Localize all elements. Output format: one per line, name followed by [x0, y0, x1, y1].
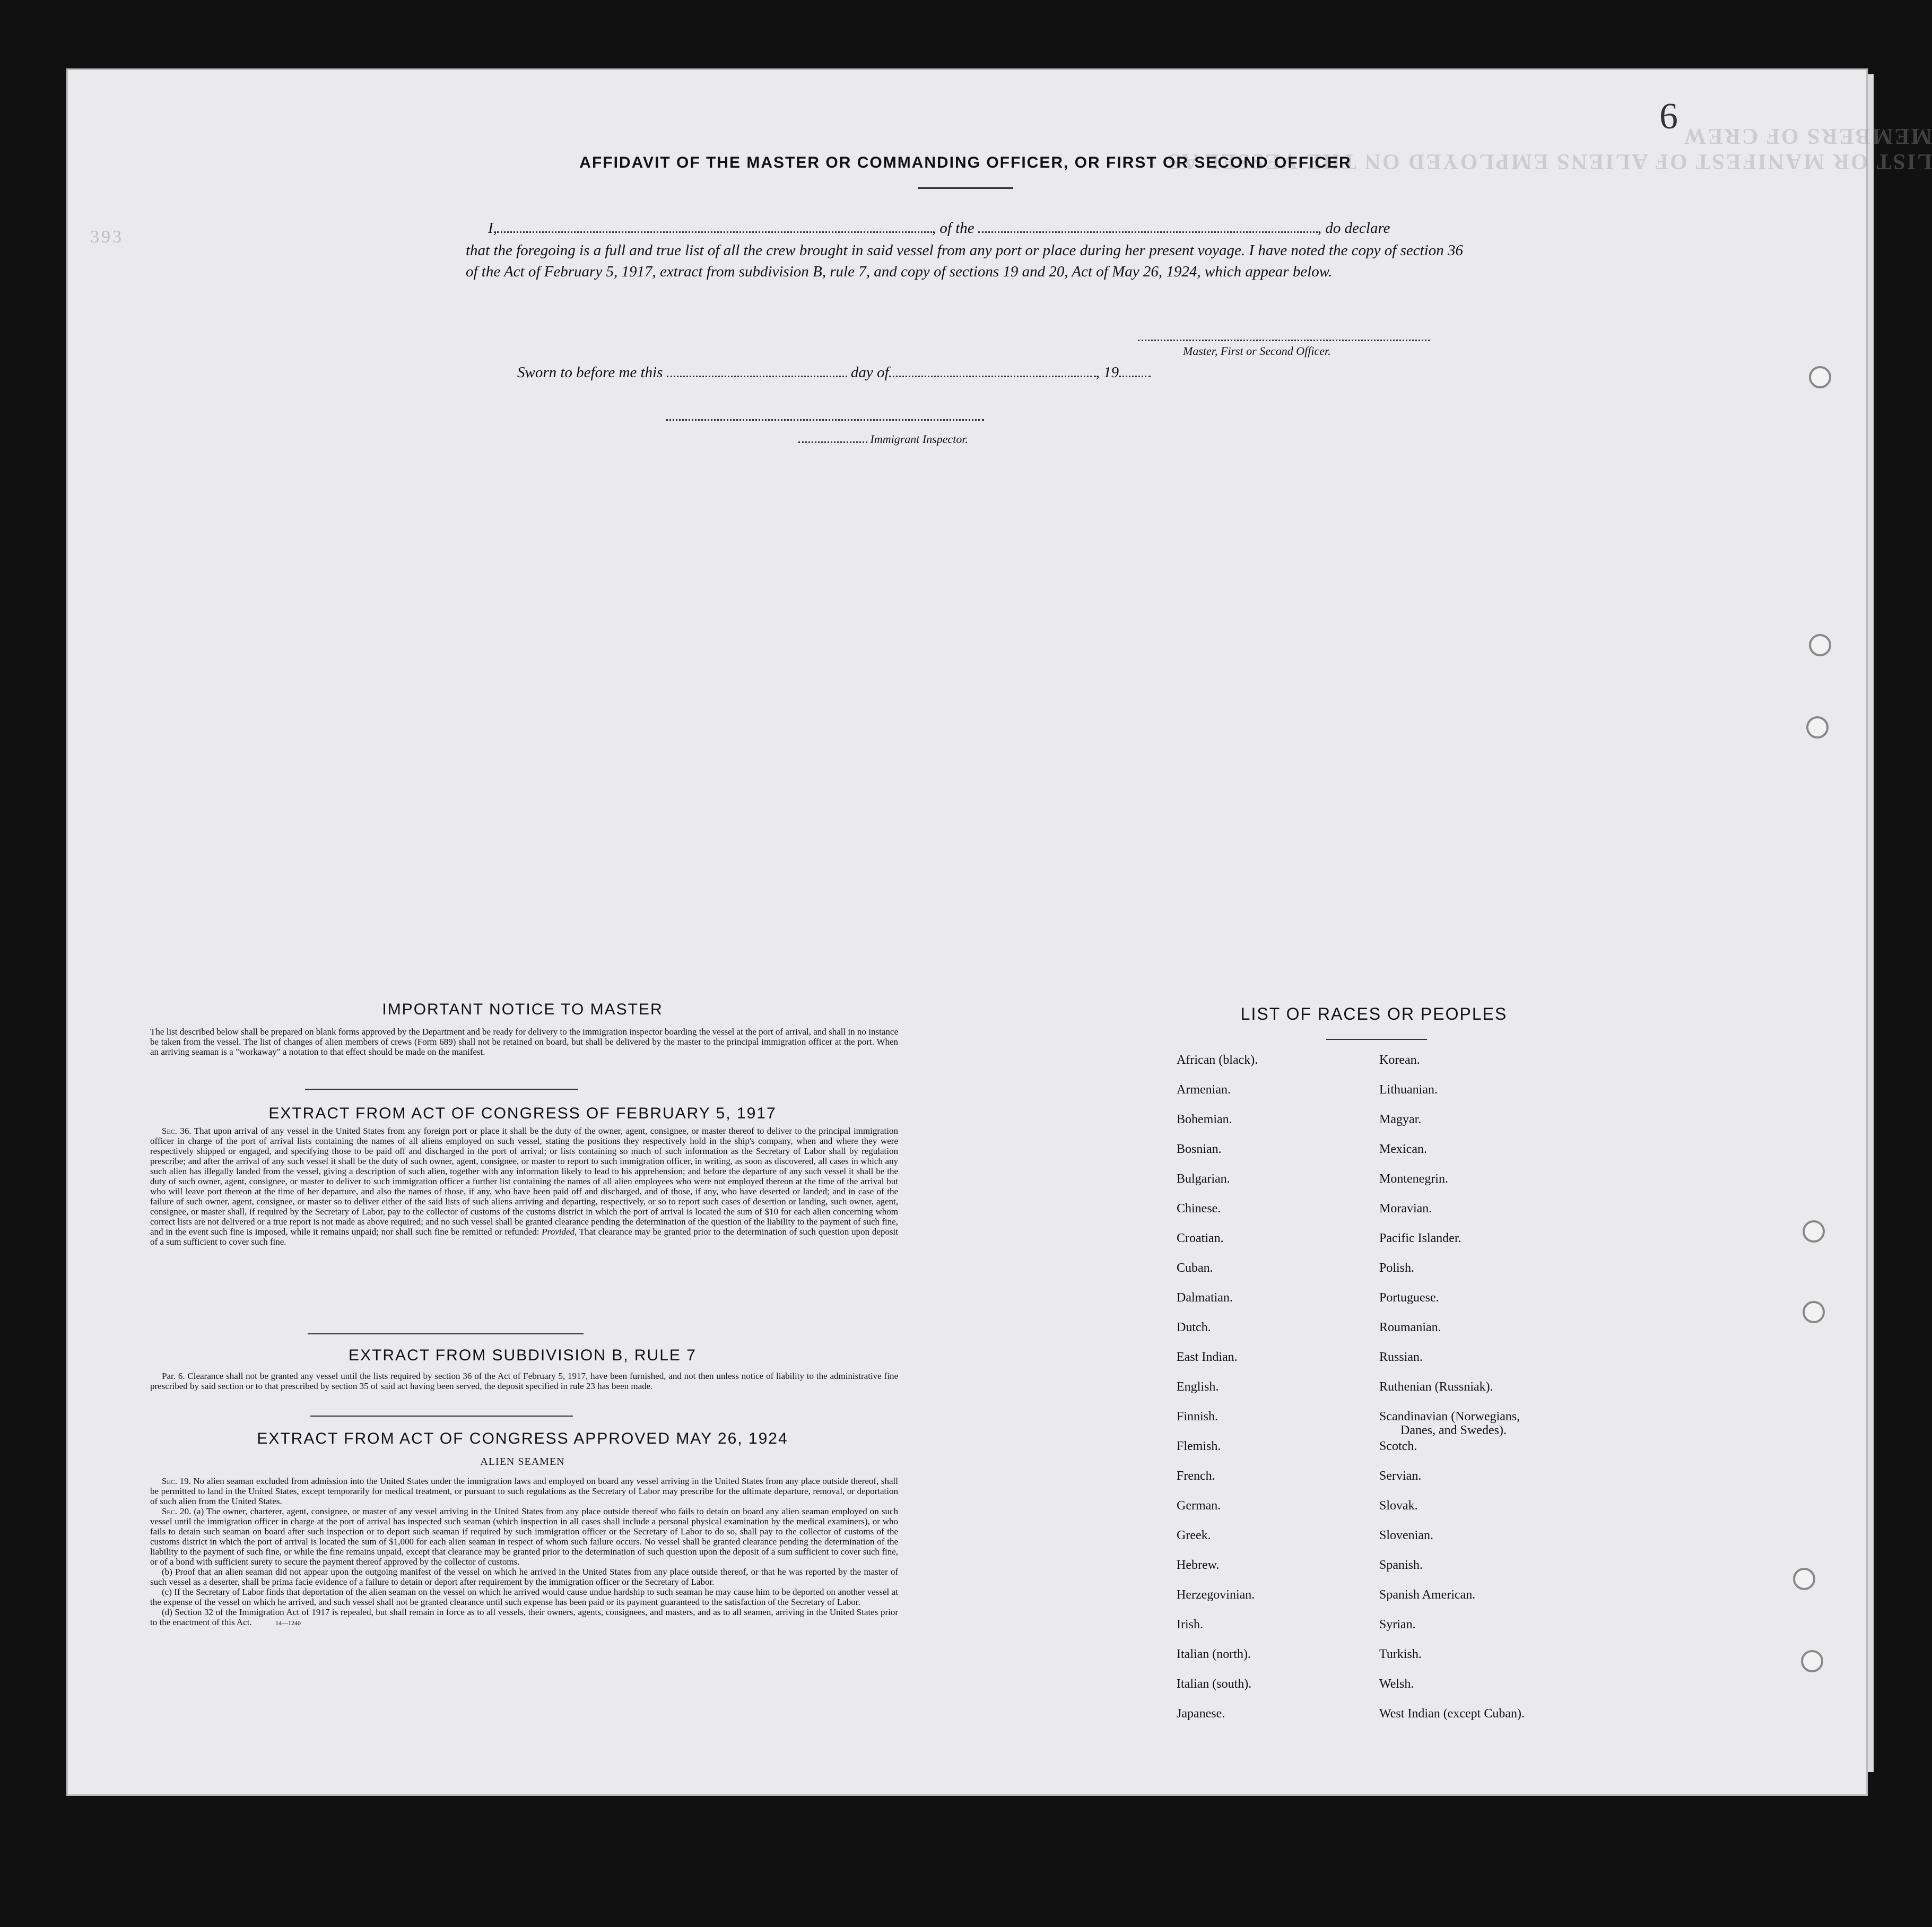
notice-heading: IMPORTANT NOTICE TO MASTER	[382, 1001, 663, 1018]
race-item: Magyar.	[1379, 1113, 1422, 1126]
race-item: Spanish American.	[1379, 1588, 1476, 1602]
race-item: Herzegovinian.	[1177, 1588, 1255, 1602]
race-item: Slovak.	[1379, 1499, 1418, 1513]
race-item: German.	[1177, 1499, 1221, 1513]
punch-hole	[1809, 366, 1831, 388]
race-item: English.	[1177, 1380, 1219, 1394]
race-item: Croatian.	[1177, 1231, 1224, 1245]
extract-1924-heading: EXTRACT FROM ACT OF CONGRESS APPROVED MAY 26, 1924	[257, 1430, 788, 1447]
extract-1917-heading: EXTRACT FROM ACT OF CONGRESS OF FEBRUARY 5, 1917	[268, 1105, 777, 1122]
race-item: Portuguese.	[1379, 1291, 1439, 1305]
race-item: Russian.	[1379, 1350, 1423, 1364]
divider-2	[308, 1333, 584, 1334]
race-item: Pacific Islander.	[1379, 1231, 1461, 1245]
race-item: African (black).	[1177, 1053, 1258, 1067]
affidavit-heading-rule	[918, 187, 1013, 189]
race-item: Bulgarian.	[1177, 1172, 1230, 1186]
sec20d-text: (d) Section 32 of the Immigration Act of 1917 is repealed, but shall remain in force as to all vessels, their owners, agents, consignees, and masters, and as to all seamen, arriving in the United States prior to the enactment of this Act.	[150, 1607, 898, 1627]
rule7-text: Par. 6. Clearance shall not be granted any vessel until the lists required by section 36 of the Act of February 5, 1917, have been furnished, and not then unless notice of liability to the administrative fine prescribed by said section or to that prescribed by section 35 of said act having been served, the deposit specified in rule 23 has been made.	[150, 1371, 898, 1391]
race-item: West Indian (except Cuban).	[1379, 1707, 1525, 1721]
race-item: Slovenian.	[1379, 1529, 1433, 1542]
sworn-line	[517, 362, 1260, 383]
alien-seamen-subheading: ALIEN SEAMEN	[480, 1456, 565, 1468]
sec36-end: That clearance may be granted prior to the determination of such question upon deposit of a sum sufficient to cover such fine.	[150, 1227, 899, 1247]
sec20c-text: (c) If the Secretary of Labor finds that deportation of the alien seaman on the vessel on which he arrived would cause undue hardship to such seaman he may cause him to be deported on another vessel at the expense of the vessel on which he arrived, and such vessel shall not be granted clearance until such expense has been paid or its payment guaranteed to the satisfaction of the Secretary of Labor.	[150, 1587, 898, 1607]
race-item: Italian (north).	[1177, 1647, 1251, 1661]
punch-hole	[1801, 1650, 1823, 1672]
race-item: East Indian.	[1177, 1350, 1238, 1364]
inspector-label: Immigrant Inspector.	[798, 429, 968, 450]
affidavit-body: that the foregoing is a full and true list of all the crew brought in said vessel from any port or place during her present voyage. I have noted the copy of section 36 of the Act of February 5, 1917, extract from subdivision B, rule 7, and copy of sections 19 and 20, Act of May 26, 1924, which appear below.	[466, 242, 1463, 280]
race-item: Mexican.	[1379, 1142, 1427, 1156]
race-item: Armenian.	[1177, 1083, 1231, 1097]
form-number: 14—1240	[275, 1619, 301, 1627]
proviso: Provided,	[542, 1227, 577, 1237]
race-item: Dutch.	[1177, 1321, 1211, 1334]
race-item: Moravian.	[1379, 1202, 1432, 1216]
master-signature-label: Master, First or Second Officer.	[1183, 344, 1331, 358]
race-item: Montenegrin.	[1379, 1172, 1448, 1186]
sworn-year-field[interactable]	[1119, 376, 1151, 377]
race-item: Polish.	[1379, 1261, 1415, 1275]
race-item: French.	[1177, 1469, 1215, 1483]
race-item: Ruthenian (Russniak).	[1379, 1380, 1493, 1394]
sec20a-text: (a) The owner, charterer, agent, consignee, or master of any vessel arriving in the United States from any place outside thereof who fails to detain on board any alien seaman employed on such vessel until the immigration officer in charge at the port of arrival has inspected such seaman (which inspection in all cases shall include a personal physical examination by the medical examiners), or who fails to detain such seaman on board after such inspection or to deport such seaman if required by such immigration officer or the Secretary of Labor to do so, shall pay to the collector of customs of the customs district in which the port of arrival is located the sum of $1,000 for each alien seaman in respect of whom such failure occurs. No vessel shall be granted clearance pending the determination of the liability to the payment of such fine, or while the fine remains unpaid, except that clearance may be granted prior to the determination of such question upon the deposit of a sum sufficient to cover such fine, or of a bond with sufficient surety to secure the payment thereof approved by the collector of customs.	[150, 1506, 898, 1567]
sec36-text: That upon arrival of any vessel in the United States from any foreign port or place it shall be the duty of the owner, agent, consignee, or master thereof to deliver to the principal immigration officer in charge of the port of arrival lists containing the names of all aliens employed on such vessel, stating the positions they respectively hold in the ship's company, when and where they were respectively shipped or engaged, and specifying those to be paid off and discharged in the port of arrival; or lists containing so much of such information as the Secretary of Labor shall by regulation prescribe; and after the arrival of any such vessel it shall be the duty of such owner, agent, consignee, or master to report to such immigration officer, in writing, as soon as discovered, all cases in which any such alien has illegally landed from the vessel, giving a description of such alien, together with any information likely to lead to his apprehension; and before the departure of any such vessel it shall be the duty of such owner, agent, consignee, or master to deliver to such immigration officer a further list containing the names of all alien employees who were not employed thereon at the time of the arrival but who will leave port thereon at the time of her departure, and also the names of those, if any, who have been paid off and discharged, and of those, if any, who have deserted or landed; and in case of the failure of such owner, agent, consignee, or master so to deliver either of the said lists of such aliens arriving and departing, respectively, or so to report such cases of desertion or landing, such owner, agent, consignee, or master shall, if required by the Secretary of Labor, pay to the collector of customs of the customs district in which the port of arrival is located the sum of $10 for each alien concerning whom correct lists are not delivered or a true report is not made as above required; and no such vessel shall be granted clearance pending the determination of the question of the liability to the payment of such fine, and in the event such fine is imposed, while it remains unpaid; nor shall such fine be remitted or refunded:	[150, 1126, 899, 1237]
punch-hole	[1806, 716, 1829, 739]
race-item: Spanish.	[1379, 1558, 1423, 1572]
race-item: Italian (south).	[1177, 1677, 1252, 1691]
race-item: Scotch.	[1379, 1439, 1417, 1453]
race-item: Flemish.	[1177, 1439, 1221, 1453]
race-item: Dalmatian.	[1177, 1291, 1233, 1305]
sworn-year: , 19	[1095, 364, 1119, 381]
race-item: Lithuanian.	[1379, 1083, 1438, 1097]
extract-1924-text: Sec. 19. No alien seaman excluded from admission into the United States under the immigration laws and employed on board any vessel arriving in the United States from any place outside thereof, shall be permitted to land in the United States, except temporarily for medical treatment, or pursuant to such regulations as the Secretary of Labor may prescribe for the ultimate departure, removal, or deportation of such alien from the United States. Sec. 20. (a) The owner, charterer, agent, consignee, or master of any vessel arriving in the United States from any place outside thereof who fails to detain on board any alien seaman employed on such vessel until the immigration officer in charge at the port of arrival has inspected such seaman (which inspection in all cases shall include a personal physical examination by the medical examiners), or who fails to detain such seaman on board after such inspection or to deport such seaman if required by such immigration officer or the Secretary of Labor to do so, shall pay to the collector of customs of the customs district in which the port of arrival is located the sum of $1,000 for each alien seaman in respect of whom such failure occurs. No vessel shall be granted clearance pending the determination of the liability to the payment of such fine, or while the fine remains unpaid, except that clearance may be granted prior to the determination of such question upon the deposit of a sum sufficient to cover such fine, or of a bond with sufficient surety to secure the payment thereof approved by the collector of customs. (b) Proof that an alien seaman did not appear upon the outgoing manifest of the vessel on which he arrived in the United States from any place outside thereof, or that he was reported by the master of such vessel as a deserter, shall be prima facie evidence of a failure to detain or deport after requirement by the immigration officer or the Secretary of Labor. (c) If the Secretary of Labor finds that deportation of the alien seaman on the vessel on which he arrived would cause undue hardship to such seaman he may cause him to be deported on another vessel at the expense of the vessel on which he arrived, and such vessel shall not be granted clearance until such expense has been paid or its payment guaranteed to the satisfaction of the Secretary of Labor. (d) Section 32 of the Immigration Act of 1917 is repealed, but shall remain in force as to all vessels, their owners, agents, consignees, and masters, and as to all seamen, arriving in the United States prior to the enactment of this Act. 14—1240	[150, 1476, 898, 1627]
race-item: Syrian.	[1379, 1618, 1416, 1631]
races-heading: LIST OF RACES OR PEOPLES	[1240, 1004, 1508, 1023]
race-item: Irish.	[1177, 1618, 1203, 1631]
race-item: Bohemian.	[1177, 1113, 1232, 1126]
race-item: Bosnian.	[1177, 1142, 1222, 1156]
affidavit-do-declare: , do declare	[1317, 220, 1390, 237]
race-item: Welsh.	[1379, 1677, 1414, 1691]
race-item: Finnish.	[1177, 1410, 1219, 1423]
race-item: Hebrew.	[1177, 1558, 1220, 1572]
punch-hole	[1803, 1301, 1825, 1323]
sec20b-text: (b) Proof that an alien seaman did not appear upon the outgoing manifest of the vessel on which he arrived in the United States from any place outside thereof, or that he was reported by the master of such vessel as a deserter, shall be prima facie evidence of a failure to detain or deport after requirement by the immigration officer or the Secretary of Labor.	[150, 1567, 898, 1587]
race-item: Chinese.	[1177, 1202, 1221, 1216]
sworn-day-field[interactable]	[667, 376, 847, 377]
race-item: Korean.	[1379, 1053, 1420, 1067]
sworn-day-of: day of	[850, 364, 889, 381]
bleed-through-number: 393	[90, 227, 124, 247]
affidavit-of-the: , of the	[932, 220, 974, 237]
affidavit-i: I,	[488, 220, 497, 237]
rule7-heading: EXTRACT FROM SUBDIVISION B, RULE 7	[349, 1347, 697, 1364]
sworn-month-field[interactable]	[889, 376, 1096, 377]
page-number-mark: 6	[1659, 96, 1678, 137]
race-item: Servian.	[1379, 1469, 1422, 1483]
race-item: Scandinavian (Norwegians,	[1379, 1410, 1520, 1423]
bleed-through-title: LIST OR MANIFEST OF ALIENS EMPLOYED ON THE VESSEL AS MEMBERS OF CREW	[1166, 124, 1932, 173]
sworn-text: Sworn to before me this	[517, 364, 663, 381]
vessel-name-field[interactable]	[978, 231, 1318, 233]
divider-1	[305, 1089, 578, 1090]
affidavit-declaration-line	[488, 218, 1469, 239]
race-item: Japanese.	[1177, 1707, 1225, 1721]
officer-name-field[interactable]	[497, 231, 932, 233]
punch-hole	[1793, 1568, 1815, 1590]
race-item: Turkish.	[1379, 1647, 1422, 1661]
races-heading-rule	[1326, 1039, 1427, 1040]
notice-text: The list described below shall be prepared on blank forms approved by the Department and be ready for delivery to the immigration inspector boarding the vessel at the port of arrival, and shall in no instance be taken from the vessel. The list of changes of alien members of crews (Form 689) shall not be retained on board, but shall be delivered by the master to the principal immigration officer at the port. When an arriving seaman is a "workaway" a notation to that effect should be made on the manifest.	[150, 1027, 898, 1057]
sec36-label: Sec. 36.	[162, 1126, 192, 1136]
extract-1917-text	[150, 1126, 898, 1247]
divider-3	[310, 1416, 573, 1417]
inspector-signature-line[interactable]	[666, 419, 984, 421]
race-item: Roumanian.	[1379, 1321, 1441, 1334]
race-item: Greek.	[1177, 1529, 1211, 1542]
sec19-text: No alien seaman excluded from admission into the United States under the immigration laws and employed on board any vessel arriving in the United States from any place outside thereof, shall be permitted to land in the United States, except temporarily for medical treatment, or pursuant to such regulations as the Secretary of Labor may prescribe for the ultimate departure, removal, or deportation of such alien from the United States.	[150, 1476, 898, 1506]
race-item: Danes, and Swedes).	[1400, 1423, 1507, 1437]
punch-hole	[1803, 1220, 1825, 1243]
race-item: Cuban.	[1177, 1261, 1213, 1275]
punch-hole	[1809, 634, 1831, 656]
affidavit-heading: AFFIDAVIT OF THE MASTER OR COMMANDING OFFICER, OR FIRST OR SECOND OFFICER	[579, 154, 1352, 171]
